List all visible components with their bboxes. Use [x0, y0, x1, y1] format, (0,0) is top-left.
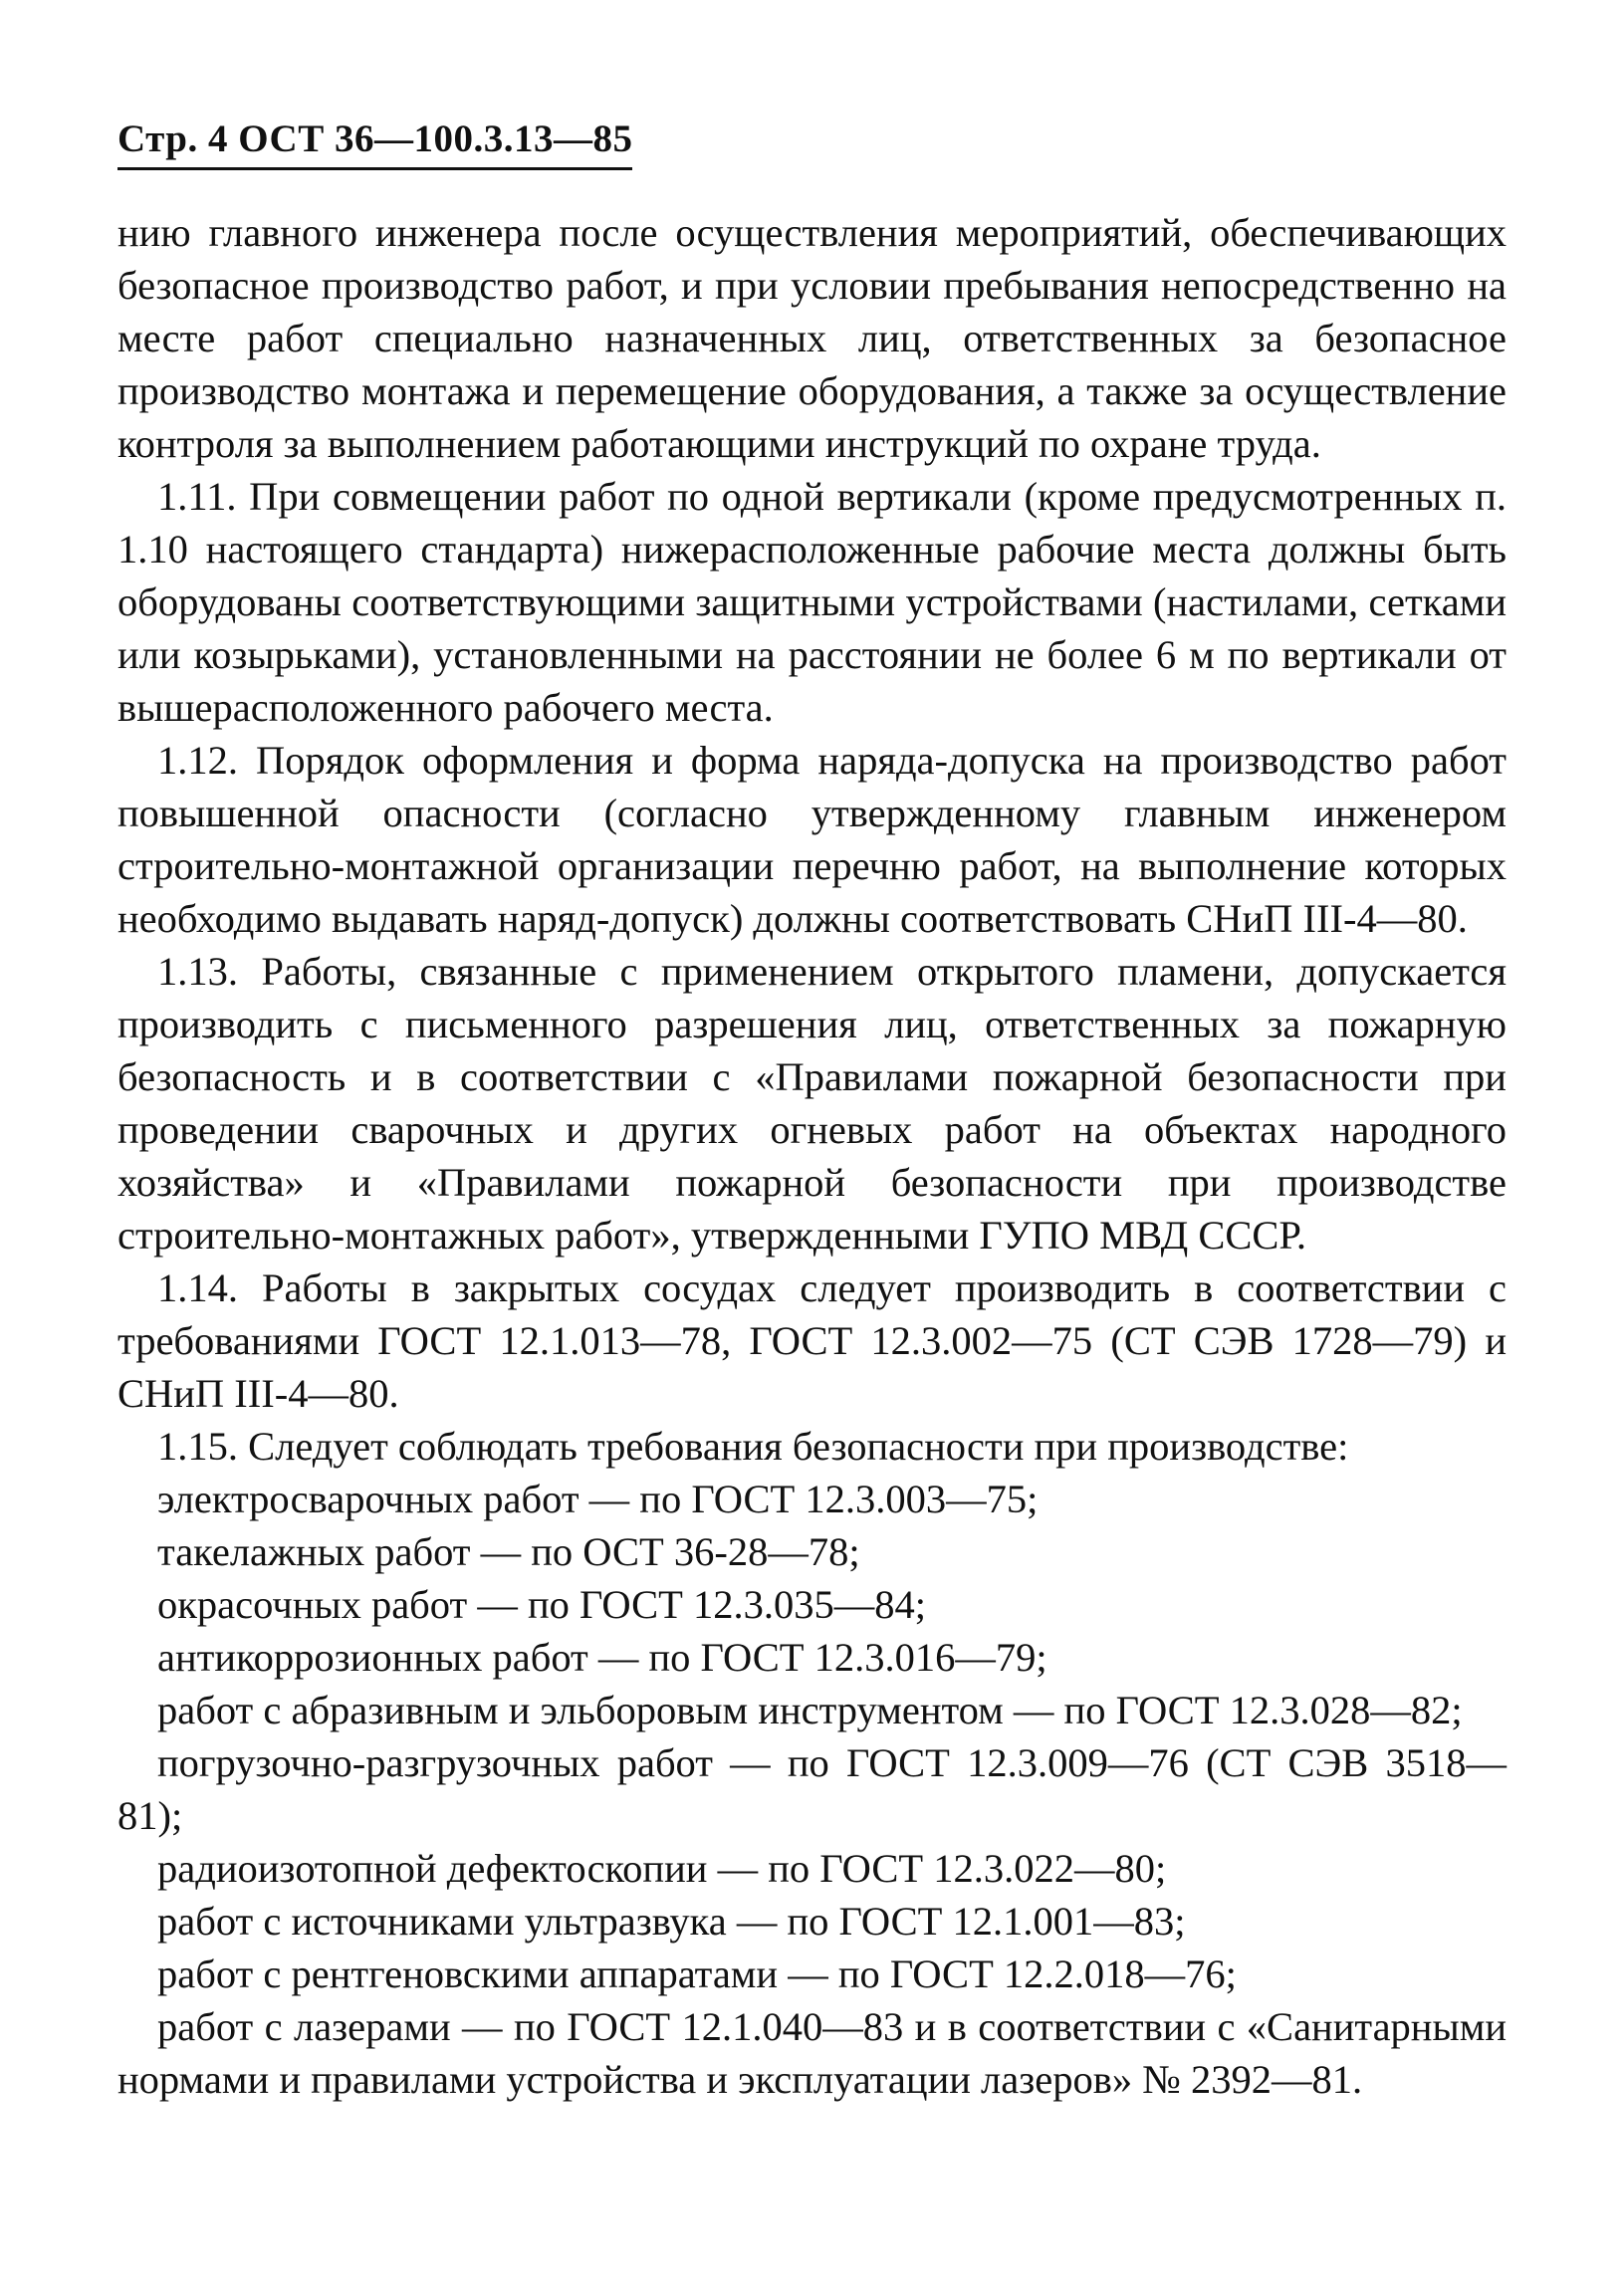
paragraph-continuation: нию главного инженера после осуществления мероприятий, обеспечивающих безопасное производство работ, и при условии пребывания непосредственно на месте работ специально назначенных лиц, ответственных за безопасное производство монтажа и перемещение оборудования, а также за осуществление контроля за выполнением работающими инструкций по охране труда. — [117, 210, 1507, 466]
list-item: работ с лазерами — по ГОСТ 12.1.040—83 и в соответствии с «Санитарными нормами и правилами устройства и эксплуатации лазеров» № 2392—81. — [117, 2004, 1507, 2102]
list-item: работ с рентгеновскими аппаратами — по ГОСТ 12.2.018—76; — [157, 1951, 1237, 1996]
requirements-list — [117, 1473, 1507, 2106]
list-item: радиоизотопной дефектоскопии — по ГОСТ 12.3.022—80; — [157, 1846, 1167, 1891]
list-item: электросварочных работ — по ГОСТ 12.3.003—75; — [157, 1477, 1039, 1521]
list-item: работ с источниками ультразвука — по ГОСТ 12.1.001—83; — [157, 1899, 1186, 1944]
list-item: работ с абразивным и эльборовым инструментом — по ГОСТ 12.3.028—82; — [157, 1688, 1463, 1732]
list-item: окрасочных работ — по ГОСТ 12.3.035—84; — [157, 1582, 927, 1627]
paragraph-1-15: 1.15. Следует соблюдать требования безопасности при производстве: — [157, 1424, 1349, 1469]
paragraph-1-11: 1.11. При совмещении работ по одной вертикали (кроме предусмотренных п. 1.10 настоящего стандарта) нижерасположенные рабочие места должны быть оборудованы соответствующими защитными устройствами (настилами, сетками или козырьками), установленными на расстоянии не более 6 м по вертикали от вышерасположенного рабочего места. — [117, 474, 1507, 730]
paragraph-1-14: 1.14. Работы в закрытых сосудах следует производить в соответствии с требованиями ГОСТ 12.1.013—78, ГОСТ 12.3.002—75 (СТ СЭВ 1728—79) и СНиП III-4—80. — [117, 1265, 1507, 1416]
list-item: такелажных работ — по ОСТ 36-28—78; — [157, 1529, 860, 1574]
document-page — [117, 117, 1507, 2106]
list-item: антикоррозионных работ — по ГОСТ 12.3.016—79; — [157, 1635, 1047, 1680]
running-head: Стр. 4 ОСТ 36—100.3.13—85 — [117, 117, 632, 170]
paragraph-1-12: 1.12. Порядок оформления и форма наряда-допуска на производство работ повышенной опасности (согласно утвержденному главным инженером строительно-монтажной организации перечню работ, на выполнение которых необходимо выдавать наряд-допуск) должны соответствовать СНиП III-4—80. — [117, 738, 1507, 941]
document-body — [117, 206, 1507, 2106]
list-item: погрузочно-разгрузочных работ — по ГОСТ 12.3.009—76 (СТ СЭВ 3518—81); — [117, 1740, 1507, 1838]
paragraph-1-13: 1.13. Работы, связанные с применением открытого пламени, допускается производить с письменного разрешения лиц, ответственных за пожарную безопасность и в соответствии с «Правилами пожарной безопасности при проведении сварочных и других огневых работ на объектах народного хозяйства» и «Правилами пожарной безопасности при производстве строительно-монтажных работ», утвержденными ГУПО МВД СССР. — [117, 949, 1507, 1258]
